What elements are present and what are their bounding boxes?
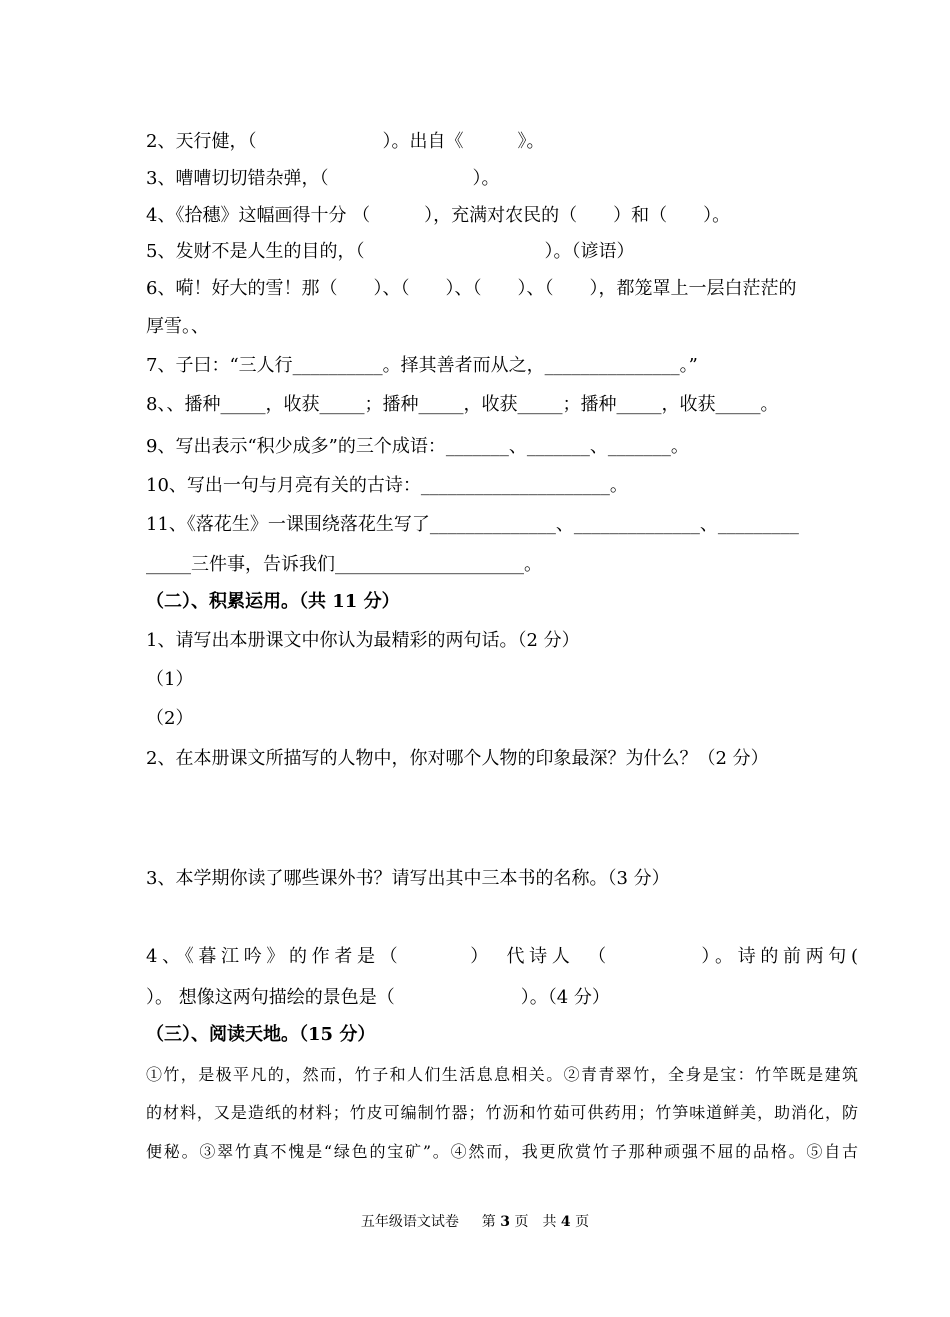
question-9-idioms: 9、写出表示“积少成多”的三个成语：_______、_______、_______。 xyxy=(146,436,689,457)
passage-line-3: 便秘。③翠竹真不愧是“绿色的宝矿”。④然而，我更欣赏竹子那种顽强不屈的品格。⑤自古 xyxy=(146,1142,858,1161)
s2-answer-2: （2） xyxy=(146,708,194,729)
question-5-proverb: 5、发财不是人生的目的，（ ）。（谚语） xyxy=(146,241,635,262)
footer-page-suffix: 页 xyxy=(575,1214,590,1230)
question-3-pipa: 3、嘈嘈切切错杂弹，（ ）。 xyxy=(146,168,500,189)
question-6-snow: 6、嗬！好大的雪！那（ ）、（ ）、（ ）、（ ），都笼罩上一层白茫茫的 xyxy=(146,278,797,299)
s2-question-4: 4、《暮江吟》的作者是（ ） 代诗人 （ ）。诗的前两句( xyxy=(146,946,858,967)
footer-page-mid: 页 共 xyxy=(514,1214,557,1230)
s2-answer-1: （1） xyxy=(146,669,194,690)
question-4-shisui: 4、《拾穗》这幅画得十分 （ ），充满对农民的（ ）和（ ）。 xyxy=(146,205,731,226)
question-10-moon-poem: 10、写出一句与月亮有关的古诗：_____________________。 xyxy=(146,475,628,496)
s2-question-3: 3、本学期你读了哪些课外书？请写出其中三本书的名称。（3 分） xyxy=(146,868,670,889)
s2-question-1: 1、请写出本册课文中你认为最精彩的两句话。（2 分） xyxy=(146,630,580,651)
question-6-continuation: 厚雪。、 xyxy=(146,316,209,337)
question-11-continuation: _____三件事，告诉我们_____________________。 xyxy=(146,554,542,575)
footer-page-prefix: 第 xyxy=(481,1214,496,1230)
question-7-confucius: 7、子曰：“三人行__________。择其善者而从之，_______________。” xyxy=(146,355,698,376)
passage-line-2: 的材料，又是造纸的材料；竹皮可编制竹器；竹沥和竹茹可供药用；竹笋味道鲜美，助消化，防 xyxy=(146,1103,858,1122)
question-11-peanut: 11、《落花生》一课围绕落花生写了______________、______________、_________ xyxy=(146,514,799,535)
section-3-heading: （三）、阅读天地。（15 分） xyxy=(146,1024,376,1045)
footer-page-total: 4 xyxy=(560,1214,571,1230)
question-8-sowing: 8、、播种_____，收获_____；播种_____，收获_____；播种_____，收获_____。 xyxy=(146,394,779,415)
footer-subject: 五年级语文试卷 xyxy=(360,1214,459,1230)
s2-question-2: 2、在本册课文所描写的人物中，你对哪个人物的印象最深？为什么？（2 分） xyxy=(146,748,769,769)
s2-question-4-continuation: ）。 想像这两句描绘的景色是（ ）。（4 分） xyxy=(146,987,610,1008)
section-2-heading: （二）、积累运用。（共 11 分） xyxy=(146,591,400,612)
passage-line-1: ①竹，是极平凡的，然而，竹子和人们生活息息相关。②青青翠竹，全身是宝：竹竿既是建筑 xyxy=(146,1065,858,1084)
footer-page-current: 3 xyxy=(500,1214,510,1230)
question-2-tianxingjian: 2、天行健，（ ）。出自《 》。 xyxy=(146,131,545,152)
page-footer xyxy=(0,1212,950,1232)
